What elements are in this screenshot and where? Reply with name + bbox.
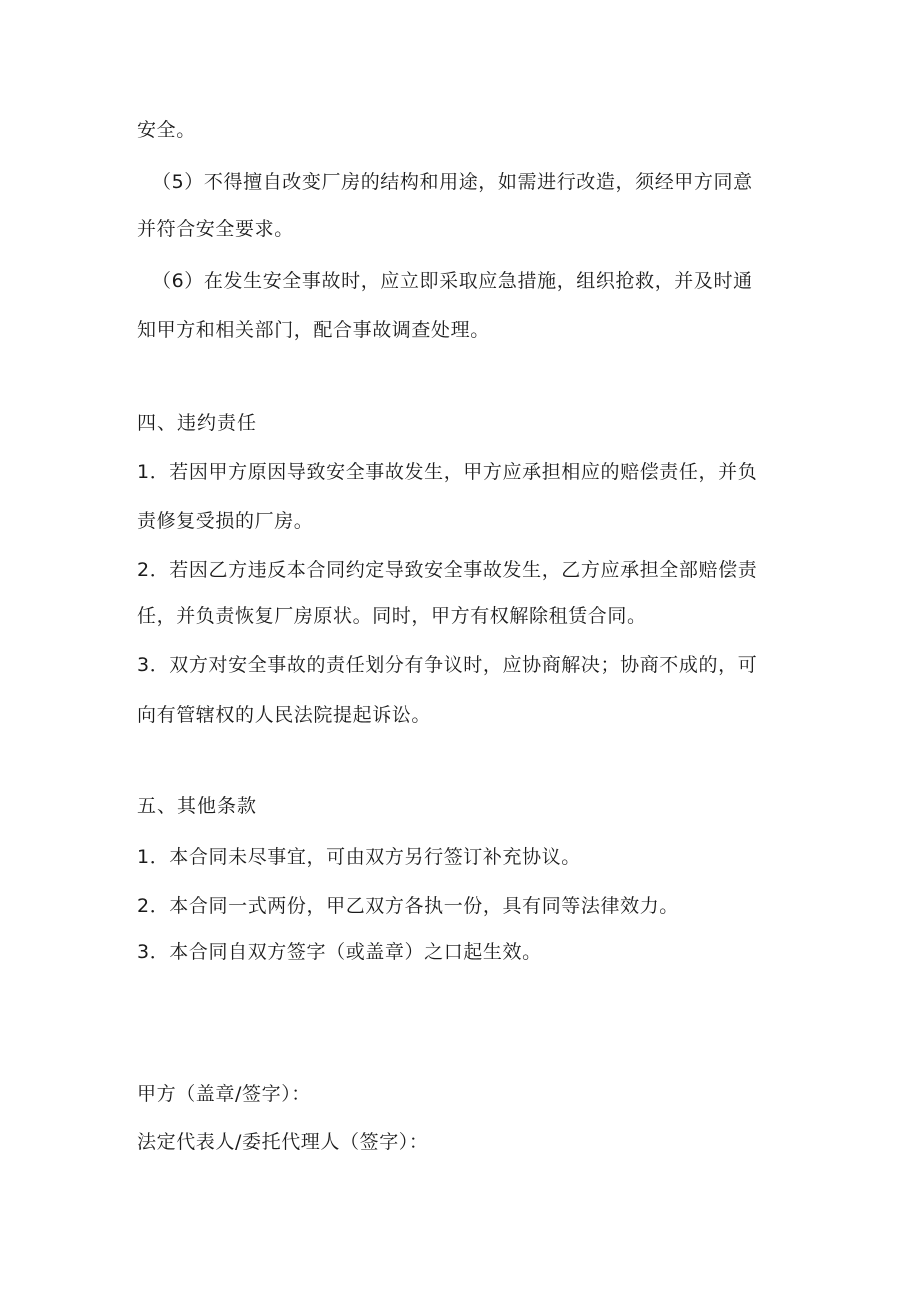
item-5-line-1: （5）不得擅自改变厂房的结构和用途，如需进行改造，须经甲方同意	[152, 171, 753, 193]
section-4-clause-3-line-2: 向有管辖权的人民法院提起诉讼。	[137, 704, 432, 726]
item-6-line-2: 知甲方和相关部门，配合事故调查处理。	[137, 319, 490, 341]
section-5-clause-1: 1．本合同未尽事宜，可由双方另行签订补充协议。	[137, 846, 581, 868]
section-4-clause-2-line-2: 任，并负责恢复厂房原状。同时，甲方有权解除租赁合同。	[137, 605, 647, 627]
section-4-clause-2-line-1: 2．若因乙方违反本合同约定导致安全事故发生，乙方应承担全部赔偿责	[137, 559, 758, 581]
section-4-clause-3-line-1: 3．双方对安全事故的责任划分有争议时，应协商解决；协商不成的，可	[137, 654, 758, 676]
party-a-signature-line: 甲方（盖章/签字）：	[137, 1083, 311, 1105]
representative-signature-line: 法定代表人/委托代理人（签字）：	[137, 1131, 429, 1153]
section-5-heading: 五、其他条款	[137, 795, 258, 817]
item-5-line-2: 并符合安全要求。	[137, 218, 294, 240]
section-4-clause-1-line-1: 1．若因甲方原因导致安全事故发生，甲方应承担相应的赔偿责任，并负	[137, 461, 758, 483]
section-4-heading: 四、违约责任	[137, 412, 258, 434]
item-4-continuation: 安全。	[137, 119, 196, 141]
section-4-clause-1-line-2: 责修复受损的厂房。	[137, 510, 314, 532]
section-5-clause-2: 2．本合同一式两份，甲乙双方各执一份，具有同等法律效力。	[137, 895, 679, 917]
section-5-clause-3: 3．本合同自双方签字（或盖章）之口起生效。	[137, 941, 542, 963]
item-6-line-1: （6）在发生安全事故时，应立即采取应急措施，组织抢救，并及时通	[152, 270, 753, 292]
